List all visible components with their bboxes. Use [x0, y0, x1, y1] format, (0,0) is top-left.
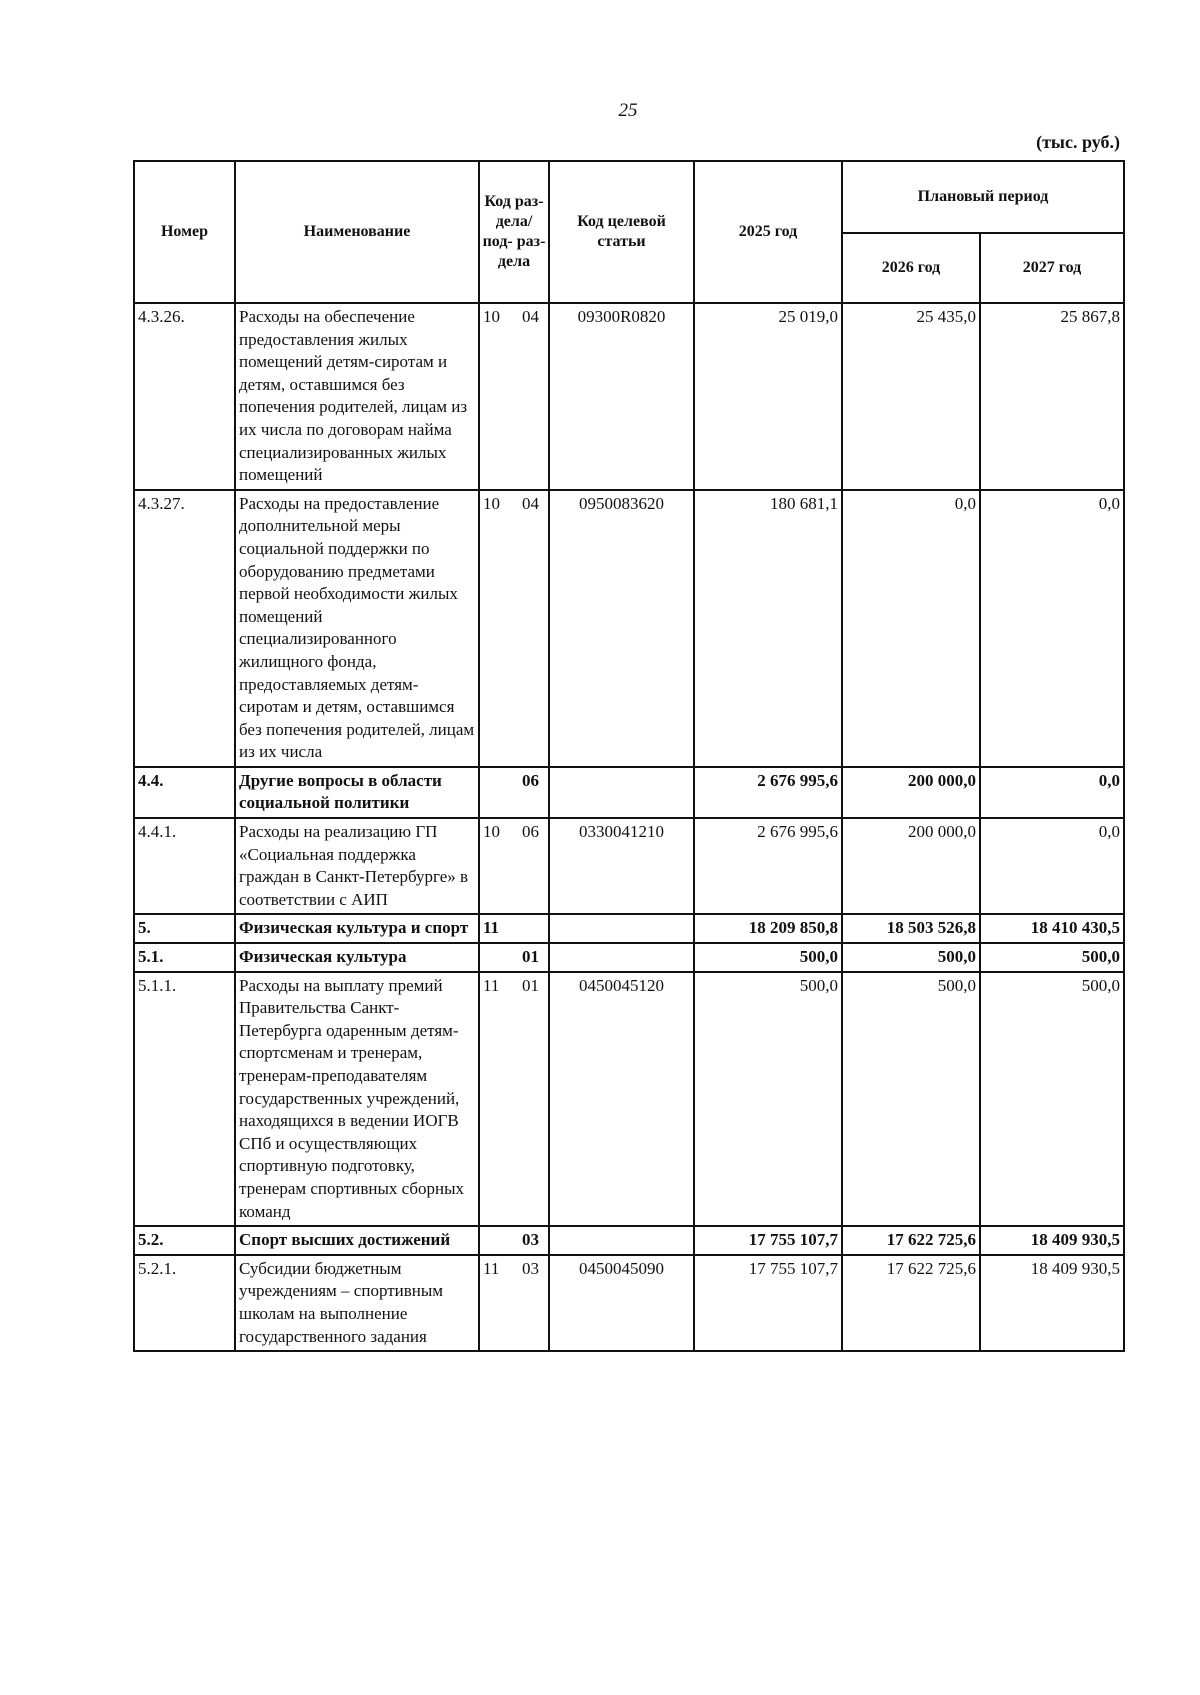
table-row — [134, 1255, 1124, 1351]
row-target-code: 0450045090 — [549, 1255, 694, 1351]
row-section-code — [479, 490, 549, 767]
row-name: Физическая культура и спорт — [235, 914, 479, 943]
row-amount-2027: 25 867,8 — [980, 303, 1124, 490]
row-section: 10 — [483, 307, 500, 326]
header-year-2025: 2025 год — [694, 161, 842, 303]
row-number: 5.1. — [134, 943, 235, 972]
row-number: 4.3.27. — [134, 490, 235, 767]
row-target-code — [549, 767, 694, 818]
row-number: 5.1.1. — [134, 972, 235, 1227]
row-amount-2025: 2 676 995,6 — [694, 767, 842, 818]
row-amount-2026: 500,0 — [842, 943, 980, 972]
row-section-code — [479, 818, 549, 914]
row-amount-2026: 17 622 725,6 — [842, 1226, 980, 1255]
units-note: (тыс. руб.) — [1036, 132, 1120, 152]
row-amount-2027: 0,0 — [980, 818, 1124, 914]
row-section: 11 — [483, 1258, 500, 1278]
row-section-code — [479, 767, 549, 818]
row-section: 11 — [483, 975, 500, 995]
table-row — [134, 490, 1124, 767]
row-amount-2025: 2 676 995,6 — [694, 818, 842, 914]
row-target-code — [549, 1226, 694, 1255]
row-number: 4.3.26. — [134, 303, 235, 490]
row-name: Физическая культура — [235, 943, 479, 972]
header-number: Номер — [134, 161, 235, 303]
budget-table — [133, 160, 1125, 1352]
row-amount-2026: 500,0 — [842, 972, 980, 1227]
row-name: Расходы на выплату премий Правительства Санкт-Петербурга одаренным детям-спортсменам и тренерам, тренерам-преподавателям государственных учреждений, находящихся в ведении ИОГВ СПб и осуществляющих спортивную подготовку, тренерам спортивных сборных команд — [235, 972, 479, 1227]
row-target-code: 0950083620 — [549, 490, 694, 767]
row-amount-2025: 18 209 850,8 — [694, 914, 842, 943]
row-subsection: 01 — [522, 947, 539, 967]
row-number: 4.4. — [134, 767, 235, 818]
row-amount-2025: 17 755 107,7 — [694, 1226, 842, 1255]
row-section-code — [479, 1226, 549, 1255]
row-name: Расходы на предоставление дополнительной меры социальной поддержки по оборудованию предметами первой необходимости жилых помещений специализированного жилищного фонда, предоставляемых детям-сиротам и детям, оставшимся без попечения родителей, лицам из их числа — [235, 490, 479, 767]
row-name: Расходы на реализацию ГП «Социальная поддержка граждан в Санкт-Петербурге» в соответствии с АИП — [235, 818, 479, 914]
row-subsection: 04 — [522, 307, 539, 326]
row-subsection: 04 — [522, 493, 539, 513]
table-body — [134, 303, 1124, 1351]
table-row — [134, 914, 1124, 943]
row-name: Спорт высших достижений — [235, 1226, 479, 1255]
row-section-code — [479, 303, 549, 490]
row-amount-2025: 17 755 107,7 — [694, 1255, 842, 1351]
header-name: Наименование — [235, 161, 479, 303]
row-section: 10 — [483, 822, 500, 842]
row-amount-2027: 500,0 — [980, 943, 1124, 972]
row-amount-2026: 17 622 725,6 — [842, 1255, 980, 1351]
row-target-code — [549, 943, 694, 972]
row-section: 10 — [483, 493, 500, 513]
row-section-code — [479, 914, 549, 943]
row-name: Субсидии бюджетным учреждениям – спортивным школам на выполнение государственного задания — [235, 1255, 479, 1351]
row-subsection: 06 — [522, 822, 539, 842]
table-row — [134, 943, 1124, 972]
row-number: 4.4.1. — [134, 818, 235, 914]
row-target-code — [549, 914, 694, 943]
row-section: 11 — [483, 918, 500, 938]
row-amount-2025: 500,0 — [694, 972, 842, 1227]
row-amount-2027: 500,0 — [980, 972, 1124, 1227]
row-amount-2026: 25 435,0 — [842, 303, 980, 490]
table-row — [134, 767, 1124, 818]
header-section-code: Код раз- дела/ под- раз- дела — [479, 161, 549, 303]
row-amount-2027: 18 409 930,5 — [980, 1226, 1124, 1255]
row-section-code — [479, 1255, 549, 1351]
row-name: Другие вопросы в области социальной политики — [235, 767, 479, 818]
page-number: 25 — [618, 100, 638, 121]
header-year-2027: 2027 год — [980, 233, 1124, 303]
row-target-code: 0450045120 — [549, 972, 694, 1227]
row-number: 5.2.1. — [134, 1255, 235, 1351]
row-amount-2025: 180 681,1 — [694, 490, 842, 767]
table-row — [134, 1226, 1124, 1255]
header-planning-period: Плановый период — [842, 161, 1124, 233]
row-amount-2025: 25 019,0 — [694, 303, 842, 490]
row-subsection: 03 — [522, 1258, 539, 1278]
row-amount-2026: 200 000,0 — [842, 818, 980, 914]
row-amount-2027: 0,0 — [980, 490, 1124, 767]
row-name: Расходы на обеспечение предоставления жилых помещений детям-сиротам и детям, оставшимся без попечения родителей, лицам из их числа по договорам найма специализированных жилых помещений — [235, 303, 479, 490]
row-amount-2027: 18 410 430,5 — [980, 914, 1124, 943]
row-amount-2027: 0,0 — [980, 767, 1124, 818]
row-target-code: 09300R0820 — [549, 303, 694, 490]
row-amount-2025: 500,0 — [694, 943, 842, 972]
row-number: 5. — [134, 914, 235, 943]
table-row — [134, 303, 1124, 490]
row-section-code — [479, 972, 549, 1227]
row-amount-2027: 18 409 930,5 — [980, 1255, 1124, 1351]
row-subsection: 01 — [522, 975, 539, 995]
row-subsection: 03 — [522, 1230, 539, 1250]
row-number: 5.2. — [134, 1226, 235, 1255]
row-amount-2026: 18 503 526,8 — [842, 914, 980, 943]
row-subsection: 06 — [522, 770, 539, 790]
row-amount-2026: 0,0 — [842, 490, 980, 767]
table-row — [134, 972, 1124, 1227]
header-year-2026: 2026 год — [842, 233, 980, 303]
row-section-code — [479, 943, 549, 972]
table-row — [134, 818, 1124, 914]
row-amount-2026: 200 000,0 — [842, 767, 980, 818]
header-target-code: Код целевой статьи — [549, 161, 694, 303]
row-target-code: 0330041210 — [549, 818, 694, 914]
